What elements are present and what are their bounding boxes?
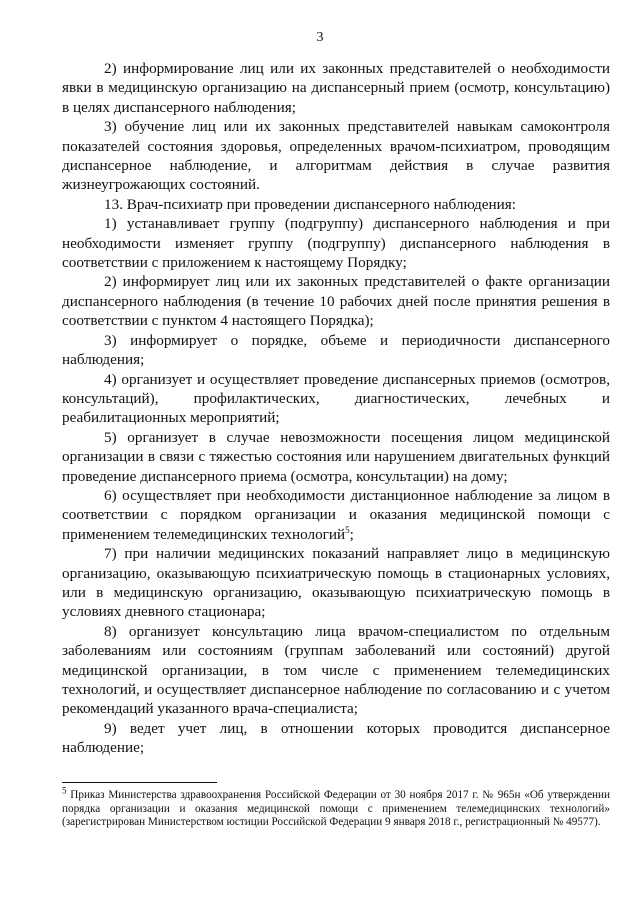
footnote [62,785,610,830]
paragraph-13-6-text: 6) осуществляет при необходимости дистанционное наблюдение за лицом в соответствии с порядком организации и оказания медицинской помощи с применением телемедицинских технологий [62,486,610,543]
paragraph-13-5: 5) организует в случае невозможности посещения лицом медицинской организации в связи с тяжестью состояния или нарушением двигательных функций проведение диспансерного приема (осмотра, консультации) на дому; [62,428,610,485]
paragraph-13-6-tail: ; [349,525,354,543]
page-number: 3 [316,30,324,45]
document-body [62,59,610,758]
footnote-reference: 5 [345,524,350,535]
footnote-body: Приказ Министерства здравоохранения Российской Федерации от 30 ноября 2017 г. № 965н «Об утверждении порядка организации и оказания медицинской помощи с применением телемедицинских технологий» (зарегистрирован Министерством юстиции Российской Федерации 9 января 2018 г., регистрационный № 49577). [62,789,610,829]
paragraph-13-1: 1) устанавливает группу (подгруппу) диспансерного наблюдения и при необходимости изменяет группу (подгруппу) диспансерного наблюдения в соответствии с приложением к настоящему Порядку; [62,215,610,272]
paragraph-13-8: 8) организует консультацию лица врачом-специалистом по отдельным заболеваниям или состояниям (группам заболеваний или состояний) другой медицинской организации, в том числе с применением телемедицинских технологий, и осуществляет диспансерное наблюдение по согласованию и с учетом рекомендаций указанного врача-специалиста; [62,622,610,718]
footnote-text [62,785,610,830]
paragraph-13-2: 2) информирует лиц или их законных представителей о факте организации диспансерного наблюдения (в течение 10 рабочих дней после принятия решения в соответствии с пунктом 4 настоящего Порядка); [62,273,610,330]
paragraph-item-3: 3) обучение лиц или их законных представителей навыкам самоконтроля показателей состояния здоровья, определенных врачом-психиатром, проводящим диспансерное наблюдение, и алгоритмам действия в случае развития жизнеугрожающих состояний. [62,118,610,194]
footnote-divider [62,782,217,783]
section-heading-13: 13. Врач-психиатр при проведении диспансерного наблюдения: [104,195,516,213]
paragraph-13-6 [62,486,610,544]
paragraph-13-9: 9) ведет учет лиц, в отношении которых проводится диспансерное наблюдение; [62,719,610,757]
paragraph-13-4: 4) организует и осуществляет проведение диспансерных приемов (осмотров, консультаций), профилактических, диагностических, лечебных и реабилитационных мероприятий; [62,370,610,427]
paragraph-item-2: 2) информирование лиц или их законных представителей о необходимости явки в медицинскую организацию на диспансерный прием (осмотр, консультацию) в целях диспансерного наблюдения; [62,60,610,116]
paragraph-13-3: 3) информирует о порядке, объеме и периодичности диспансерного наблюдения; [62,331,610,369]
footnote-marker: 5 [62,785,67,796]
paragraph-13-7: 7) при наличии медицинских показаний направляет лицо в медицинскую организацию, оказывающую психиатрическую помощь в стационарных условиях, или в медицинскую организацию, оказывающую психиатрическую помощь в условиях дневного стационара; [62,545,610,621]
